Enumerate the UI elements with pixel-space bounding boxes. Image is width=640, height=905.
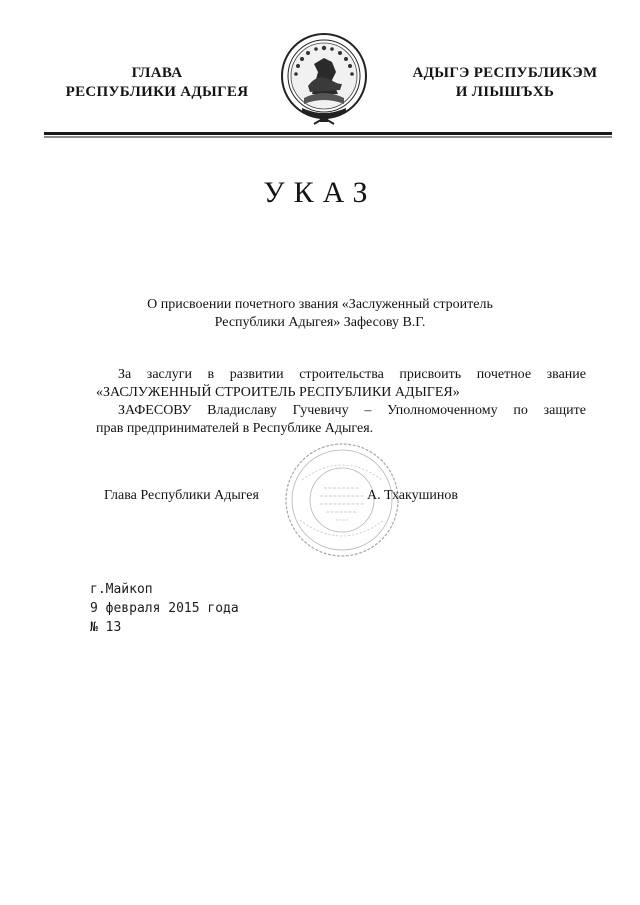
issue-details	[90, 580, 239, 637]
issue-place: г.Майкоп	[90, 582, 153, 597]
body-line-1: За заслуги в развитии строительства присвоить почетное звание	[118, 367, 586, 382]
body-line-3: ЗАФЕСОВУ Владиславу Гучевичу – Уполномоченному по защите	[118, 403, 586, 418]
coat-of-arms-emblem	[274, 28, 374, 128]
issuer-name-russian	[48, 64, 266, 102]
header-divider	[44, 132, 612, 138]
subject-line-2: Республики Адыгея» Зафесову В.Г.	[214, 315, 426, 330]
decree-body	[96, 366, 586, 438]
signatory-title: Глава Республики Адыгея	[104, 488, 259, 503]
body-line-4: прав предпринимателей в Республике Адыгея.	[96, 421, 374, 436]
issuer-line-1-adyghe: АДЫГЭ РЕСПУБЛИКЭМ	[412, 65, 598, 81]
issuer-line-1: ГЛАВА	[131, 65, 183, 81]
document-title: УКАЗ	[263, 176, 377, 209]
issuer-name-adyghe	[386, 64, 624, 102]
body-line-2: «ЗАСЛУЖЕННЫЙ СТРОИТЕЛЬ РЕСПУБЛИКИ АДЫГЕЯ»	[96, 385, 460, 400]
signatory-name: А. Тхакушинов	[367, 488, 458, 503]
decree-number: № 13	[90, 620, 122, 635]
issuer-line-2: РЕСПУБЛИКИ АДЫГЕЯ	[65, 84, 249, 100]
issue-date: 9 февраля 2015 года	[90, 601, 239, 616]
issuer-line-2-adyghe: И ЛІЫШЪХЬ	[455, 84, 555, 100]
document-subject	[120, 296, 520, 332]
subject-line-1: О присвоении почетного звания «Заслуженный строитель	[147, 297, 493, 312]
